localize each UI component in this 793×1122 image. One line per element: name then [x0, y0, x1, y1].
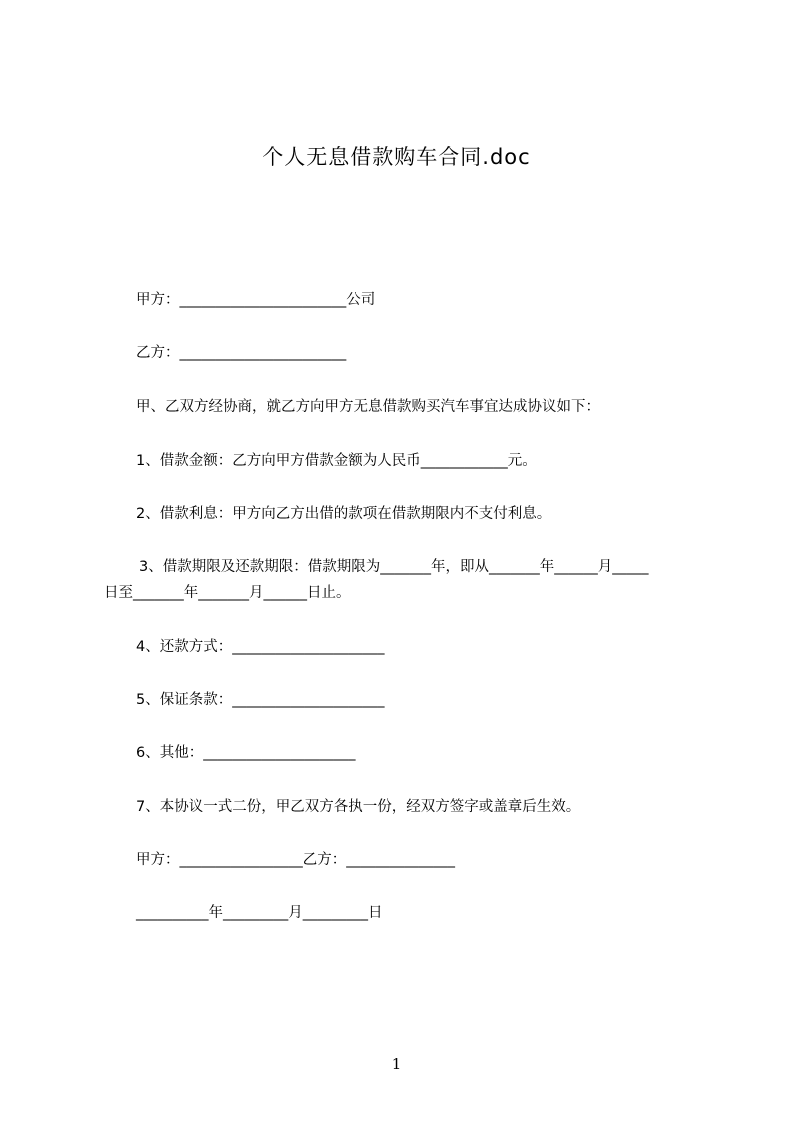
intro-paragraph: 甲、乙双方经协商，就乙方向甲方无息借款购买汽车事宜达成协议如下：	[136, 399, 600, 415]
party-a-line: 甲方：_______________________公司	[136, 292, 376, 308]
clause-1: 1、借款金额：乙方向甲方借款金额为人民币____________元。	[136, 453, 537, 469]
clause-7: 7、本协议一式二份，甲乙双方各执一份，经双方签字或盖章后生效。	[136, 799, 581, 815]
clause-3-line-2: 日至_______年_______月______日止。	[104, 585, 351, 601]
page-number: 1	[391, 1055, 402, 1073]
date-line: __________年_________月_________日	[136, 905, 383, 921]
clause-5: 5、保证条款：_____________________	[136, 692, 385, 708]
signature-line: 甲方：_________________乙方：_______________	[136, 852, 455, 868]
clause-6: 6、其他：_____________________	[136, 745, 356, 761]
clause-2: 2、借款利息：甲方向乙方出借的款项在借款期限内不支付利息。	[136, 506, 552, 522]
document-title: 个人无息借款购车合同.doc	[262, 145, 531, 169]
clause-3-line-1: 3、借款期限及还款期限：借款期限为_______年，即从_______年______月_____	[139, 559, 649, 575]
party-b-line: 乙方：_______________________	[136, 345, 347, 361]
clause-4: 4、还款方式：_____________________	[136, 639, 385, 655]
